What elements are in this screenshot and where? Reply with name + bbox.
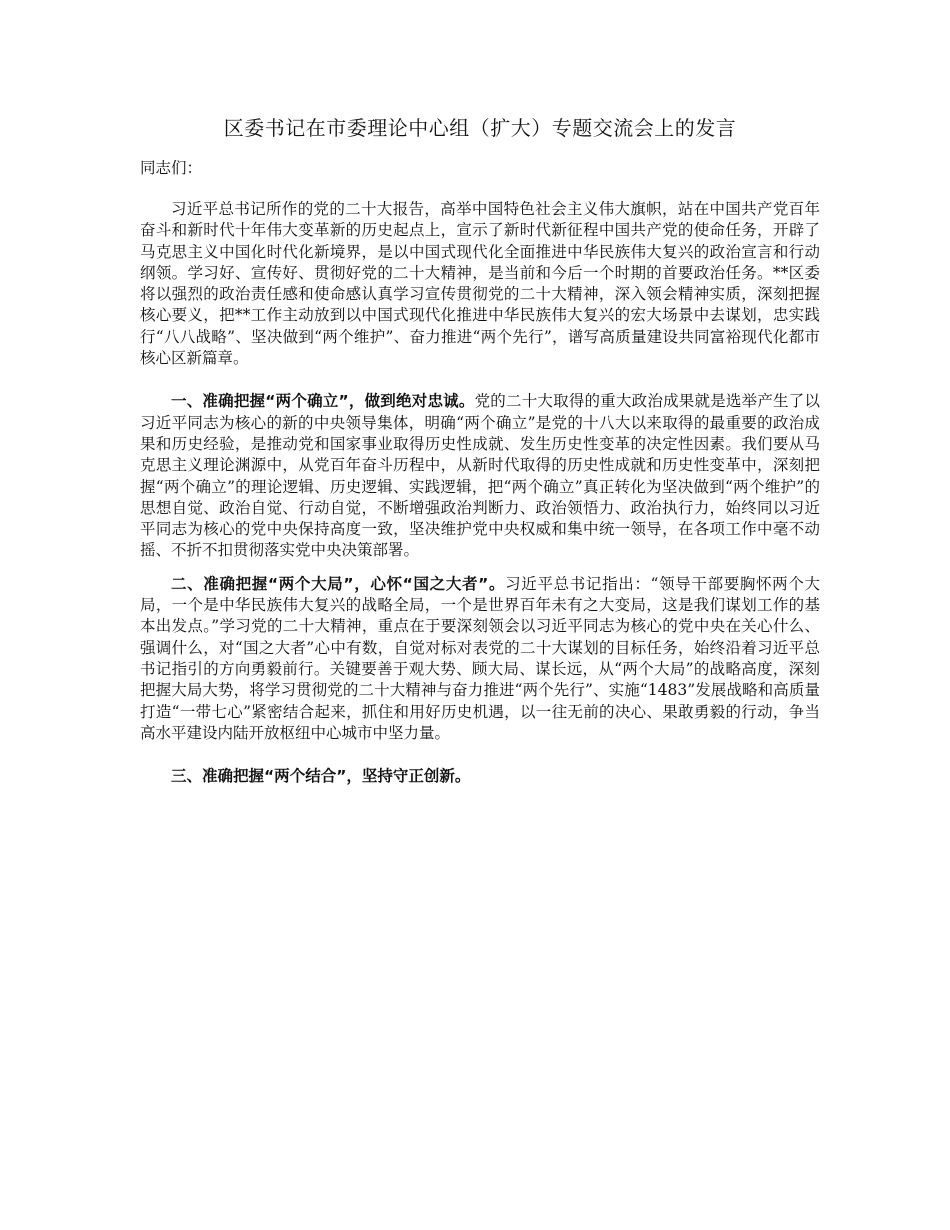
section-heading-1: 一、准确把握“两个确立”，做到绝对忠诚。 xyxy=(171,392,475,411)
section-heading-2: 二、准确把握“两个大局”，心怀“国之大者”。 xyxy=(171,574,506,593)
section-paragraph-2 xyxy=(140,574,820,744)
salutation: 同志们： xyxy=(140,159,203,177)
section-paragraph-1 xyxy=(140,391,820,561)
section-paragraph-3 xyxy=(140,766,820,787)
section-body-1: 党的二十大取得的重大政治成果就是选举产生了以习近平同志为核心的新的中央领导集体，明确“两个确立”是党的十八大以来取得的最重要的政治成果和历史经验，是推动党和国家事业取得历史性成就、发生历史性变革的决定性因素。我们要从马克思主义理论渊源中，从党百年奋斗历程中，从新时代取得的历史性成就和历史性变革中，深刻把握“两个确立”的理论逻辑、历史逻辑、实践逻辑，把“两个确立”真正转化为坚决做到“两个维护”的思想自觉、政治自觉、行动自觉，不断增强政治判断力、政治领悟力、政治执行力，始终同以习近平同志为核心的党中央保持高度一致，坚决维护党中央权威和集中统一领导，在各项工作中毫不动摇、不折不扣贯彻落实党中央决策部署。 xyxy=(140,392,820,560)
section-heading-3: 三、准确把握“两个结合”，坚持守正创新。 xyxy=(171,767,471,786)
section-body-2: 习近平总书记指出：“领导干部要胸怀两个大局，一个是中华民族伟大复兴的战略全局，一个是世界百年未有之大变局，这是我们谋划工作的基本出发点。”学习党的二十大精神，重点在于要深刻领会以习近平同志为核心的党中央在关心什么、强调什么，对“国之大者”心中有数，自觉对标对表党的二十大谋划的目标任务，始终沿着习近平总书记指引的方向勇毅前行。关键要善于观大势、顾大局、谋长远，从“两个大局”的战略高度，深刻把握大局大势，将学习贯彻党的二十大精神与奋力推进“两个先行”、实施“1483”发展战略和高质量打造“一带七心”紧密结合起来，抓住和用好历史机遇，以一往无前的决心、果敢勇毅的行动，争当高水平建设内陆开放枢纽中心城市中坚力量。 xyxy=(140,574,820,742)
document-title: 区委书记在市委理论中心组（扩大）专题交流会上的发言 xyxy=(223,116,737,140)
intro-paragraph: 习近平总书记所作的党的二十大报告，高举中国特色社会主义伟大旗帜，站在中国共产党百年奋斗和新时代十年伟大变革新的历史起点上，宣示了新时代新征程中国共产党的使命任务，开辟了马克思主义中国化时代化新境界，是以中国式现代化全面推进中华民族伟大复兴的政治宣言和行动纲领。学习好、宣传好、贯彻好党的二十大精神，是当前和今后一个时期的首要政治任务。**区委将以强烈的政治责任感和使命感认真学习宣传贯彻党的二十大精神，深入领会精神实质，深刻把握核心要义，把**工作主动放到以中国式现代化推进中华民族伟大复兴的宏大场景中去谋划，忠实践行“八八战略”、坚决做到“两个维护”、奋力推进“两个先行”，谱写高质量建设共同富裕现代化都市核心区新篇章。 xyxy=(140,200,820,368)
